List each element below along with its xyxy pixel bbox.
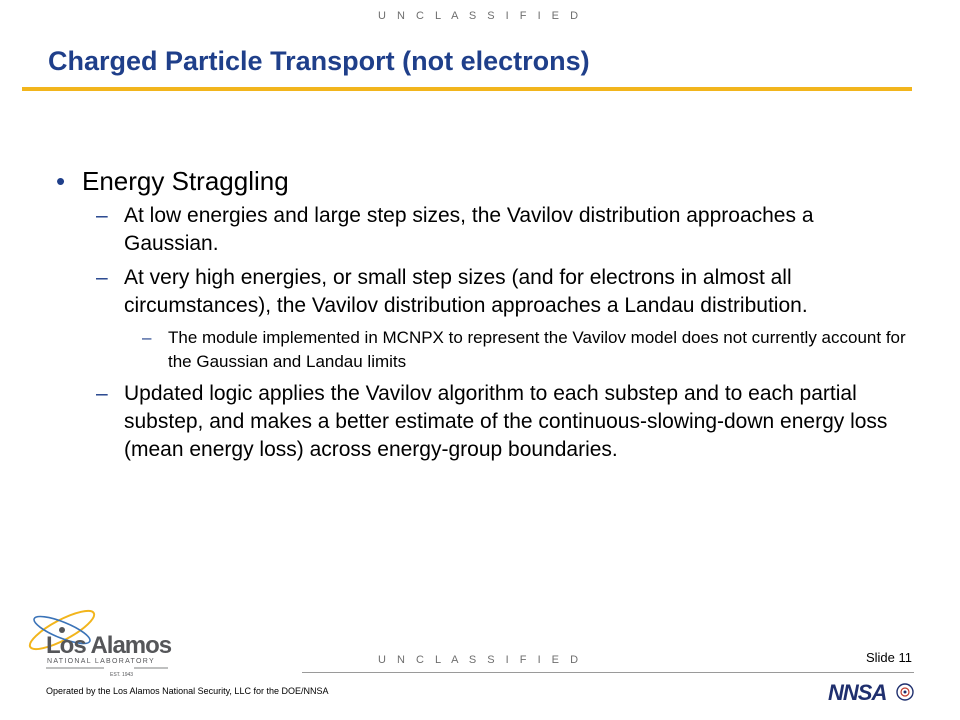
logo-established: EST. 1943 bbox=[110, 672, 134, 678]
seal-icon bbox=[896, 683, 914, 701]
operated-by-text: Operated by the Los Alamos National Security, LLC for the DOE/NNSA bbox=[46, 686, 329, 696]
sub-bullet-3 bbox=[56, 380, 906, 464]
sub-bullet-text: Updated logic applies the Vavilov algorithm to each substep and to each partial substep, and makes a better estimate of the continuous-slowing-down energy loss (mean energy loss) across energy-group boundaries. bbox=[124, 382, 888, 461]
dash-icon: – bbox=[96, 382, 108, 405]
title-underline bbox=[22, 87, 912, 91]
dash-icon: – bbox=[142, 328, 152, 347]
dash-icon: – bbox=[96, 204, 108, 227]
dash-icon: – bbox=[96, 266, 108, 289]
sub-bullet-text: At low energies and large step sizes, the Vavilov distribution approaches a Gaussian. bbox=[124, 204, 814, 255]
sub-sub-bullet-text: The module implemented in MCNPX to represent the Vavilov model does not currently account for the Gaussian and Landau limits bbox=[168, 328, 906, 371]
footer-divider bbox=[302, 672, 914, 673]
classification-banner-top: U N C L A S S I F I E D bbox=[377, 10, 583, 22]
sub-sub-bullet-1 bbox=[56, 326, 906, 374]
nnsa-wordmark: NNSA bbox=[828, 680, 887, 705]
nnsa-logo-icon bbox=[828, 680, 918, 708]
slide-number: Slide 11 bbox=[865, 650, 912, 665]
logo-subtitle: NATIONAL LABORATORY bbox=[47, 658, 155, 665]
classification-banner-bottom: U N C L A S S I F I E D bbox=[377, 654, 583, 666]
sub-bullet-2 bbox=[56, 264, 906, 320]
bullet-energy-straggling bbox=[56, 164, 906, 198]
slide-title: Charged Particle Transport (not electrons) bbox=[48, 46, 590, 76]
sub-bullet-text: At very high energies, or small step sizes (and for electrons in almost all circumstances), the Vavilov distribution approaches a Landau distribution. bbox=[124, 266, 808, 317]
slide-content bbox=[56, 164, 906, 470]
bullet-text: Energy Straggling bbox=[82, 166, 289, 196]
sub-bullet-1 bbox=[56, 202, 906, 258]
logo-wordmark: Los Alamos bbox=[46, 632, 172, 659]
bullet-dot-icon: • bbox=[56, 166, 66, 196]
